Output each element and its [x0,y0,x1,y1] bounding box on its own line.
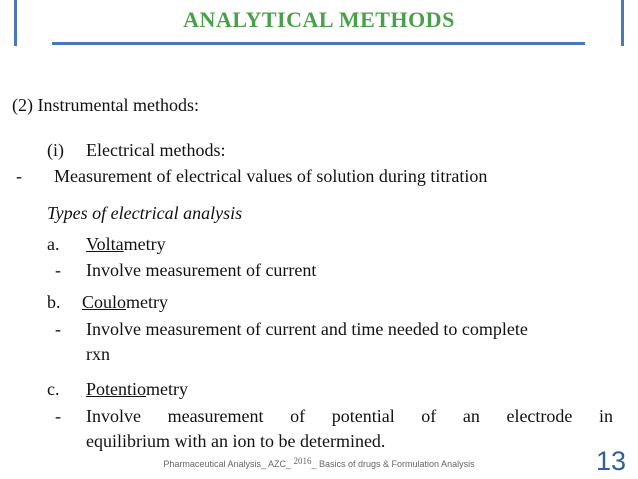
item-detail-b-line2: rxn [86,344,110,364]
item-detail-b-line1: Involve measurement of current and time needed to complete [86,319,528,339]
item-name-rest: metry [126,292,169,312]
section-heading: (2) Instrumental methods: [12,95,199,115]
item-name-voltametry [86,233,166,255]
footer [0,456,638,469]
footer-suffix: _ Basics of drugs & Formulation Analysis [311,459,475,469]
slide-title: ANALYTICAL METHODS [183,7,455,32]
item-marker-b: b. [47,292,61,312]
item-bullet-c: - [55,406,61,426]
item-name-coulometry [82,291,168,313]
subsection-marker: (i) [47,140,64,160]
item-name-underlined: Volta [86,234,124,254]
subsection-heading: Electrical methods: [86,140,226,160]
description-text: Measurement of electrical values of solution during titration [54,166,488,186]
item-marker-a: a. [47,234,60,254]
item-name-underlined: Coulo [82,292,127,312]
footer-year: 2016 [293,456,312,466]
item-detail-c-line2: equilibrium with an ion to be determined. [86,431,386,451]
item-bullet-a: - [55,260,61,280]
item-name-potentiometry [86,378,188,400]
types-heading: Types of electrical analysis [47,203,243,223]
item-detail-c-line1: Involve measurement of potential of an electrode in [86,406,613,426]
footer-prefix: Pharmaceutical Analysis_ AZC_ [163,459,291,469]
title-underline [52,42,585,45]
description-bullet: - [16,166,22,186]
item-bullet-b: - [55,319,61,339]
page-number: 13 [596,446,627,476]
item-marker-c: c. [47,379,60,399]
item-detail-a: Involve measurement of current [86,260,317,280]
item-name-rest: metry [146,379,189,399]
item-name-underlined: Potentio [86,379,147,399]
item-name-rest: metry [123,234,166,254]
